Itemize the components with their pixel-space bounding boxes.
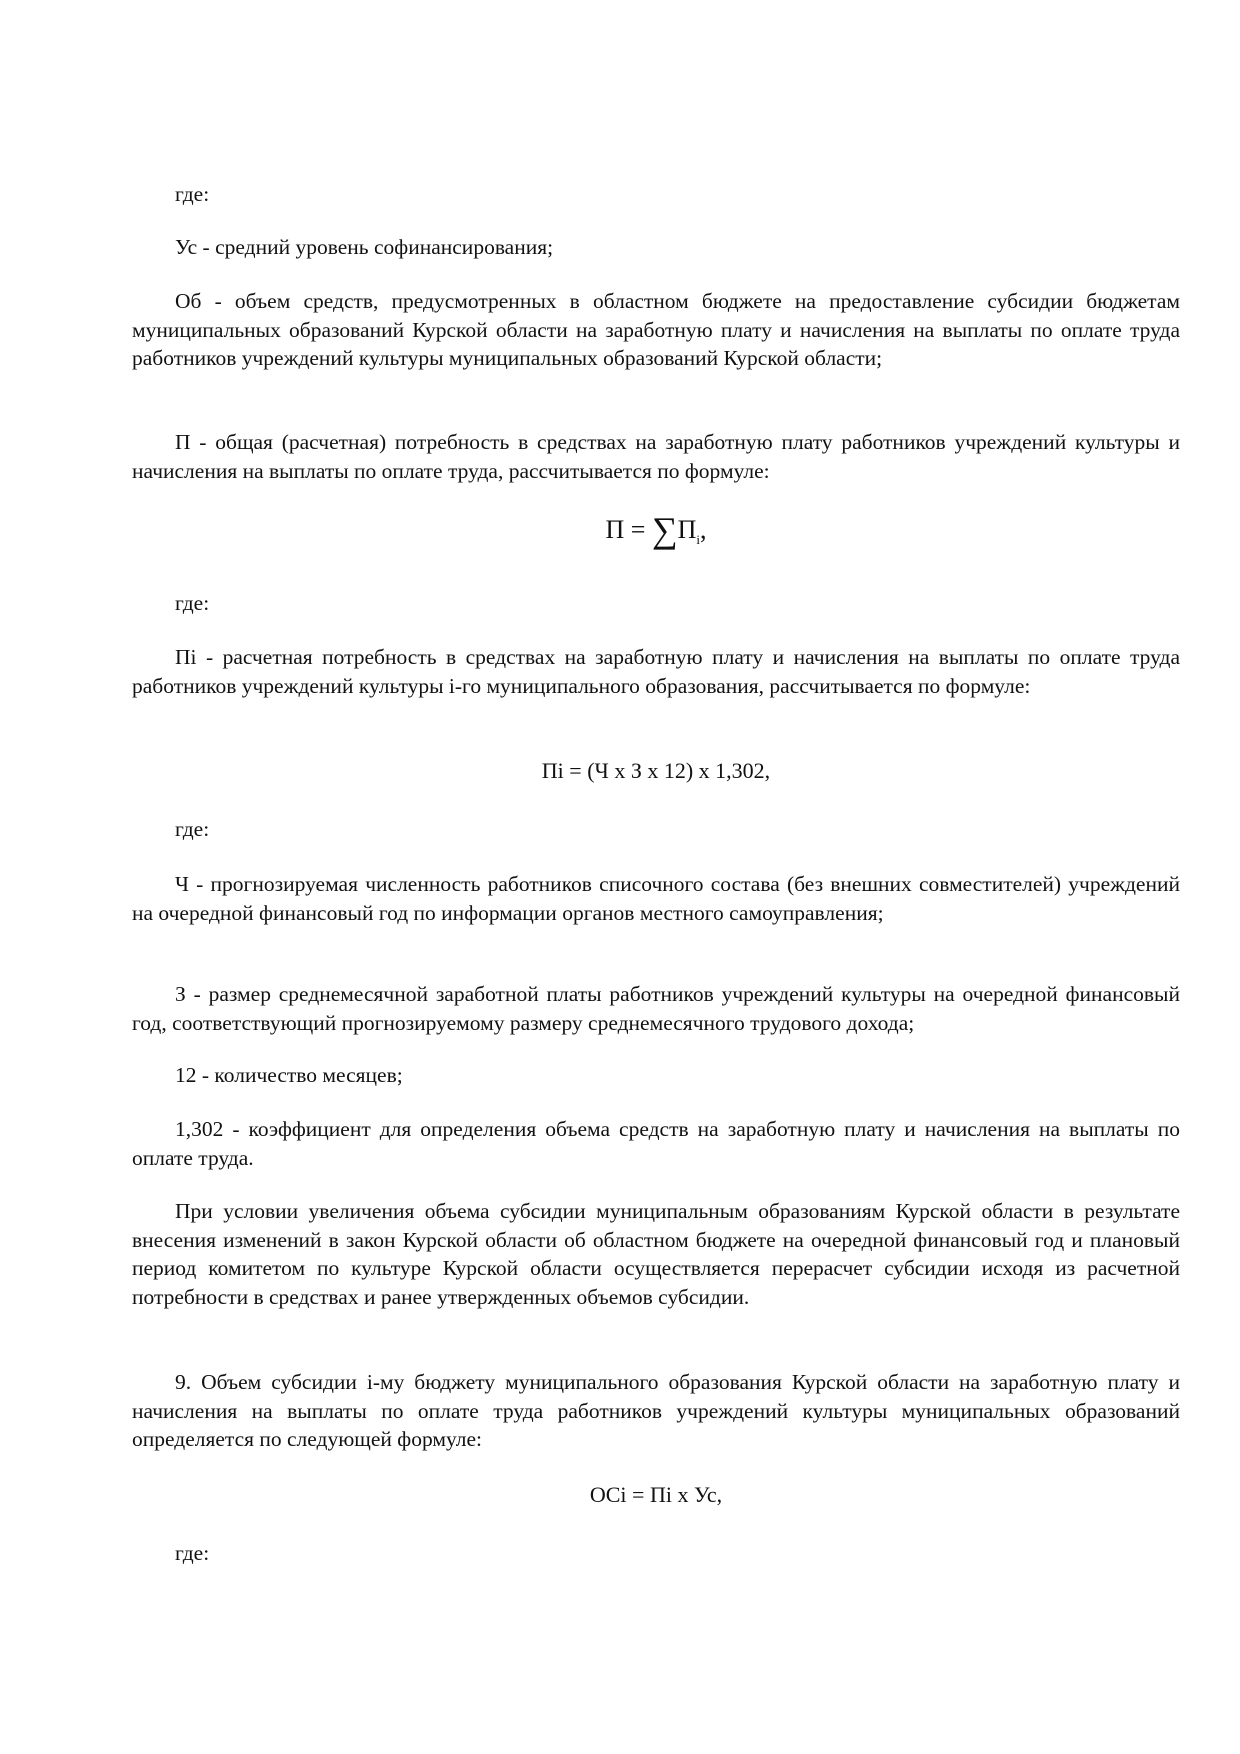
paragraph: Ч - прогнозируемая численность работников списочного состава (без внешних совместителей) учреждений на очередной финансовый год по информации органов местного самоуправления; (132, 872, 1180, 925)
paragraph: 12 - количество месяцев; (175, 1063, 403, 1087)
paragraph: Об - объем средств, предусмотренных в областном бюджете на предоставление субсидии бюджетам муниципальных образований Курской области на заработную плату и начисления на выплаты по оплате труда работников учреждений культуры муниципальных образований Курской области; (132, 289, 1180, 370)
paragraph: Ус - средний уровень софинансирования; (175, 235, 554, 259)
paragraph: При условии увеличения объема субсидии муниципальным образованиям Курской области в результате внесения изменений в закон Курской области об областном бюджете на очередной финансовый год и плановый период комитетом по культуре Курской области осуществляется перерасчет субсидии исходя из расчетной потребности в средствах и ранее утвержденных объемов субсидии. (132, 1199, 1180, 1309)
formula-subsidy: OCi = Пi х Ус, (589, 1482, 723, 1507)
paragraph: где: (175, 182, 210, 206)
formula-total-need (132, 510, 1180, 554)
paragraph: где: (175, 817, 210, 841)
formula-need-i: Пi = (Ч х З х 12) х 1,302, (541, 758, 771, 783)
formula-lhs: П = (605, 515, 646, 544)
paragraph: 9. Объем субсидии i-му бюджету муниципального образования Курской области на заработную плату и начисления на выплаты по оплате труда работников учреждений культуры муниципальных образований определяется по следующей формуле: (132, 1370, 1180, 1451)
sum-symbol: ∑ (651, 510, 678, 550)
paragraph: З - размер среднемесячной заработной платы работников учреждений культуры на очередной финансовый год, соответствующий прогнозируемому размеру среднемесячного трудового дохода; (132, 982, 1180, 1035)
paragraph: П - общая (расчетная) потребность в средствах на заработную плату работников учреждений культуры и начисления на выплаты по оплате труда, рассчитывается по формуле: (132, 430, 1180, 483)
paragraph: где: (175, 591, 210, 615)
paragraph: где: (175, 1541, 210, 1565)
formula-tail: , (700, 515, 707, 544)
paragraph: Пi - расчетная потребность в средствах на заработную плату и начисления на выплаты по оплате труда работников учреждений культуры i-го муниципального образования, рассчитывается по формуле: (132, 645, 1180, 698)
formula-subscript: i (696, 532, 701, 548)
paragraph: 1,302 - коэффициент для определения объема средств на заработную плату и начисления на выплаты по оплате труда. (132, 1117, 1180, 1170)
formula-term: П (677, 515, 697, 544)
